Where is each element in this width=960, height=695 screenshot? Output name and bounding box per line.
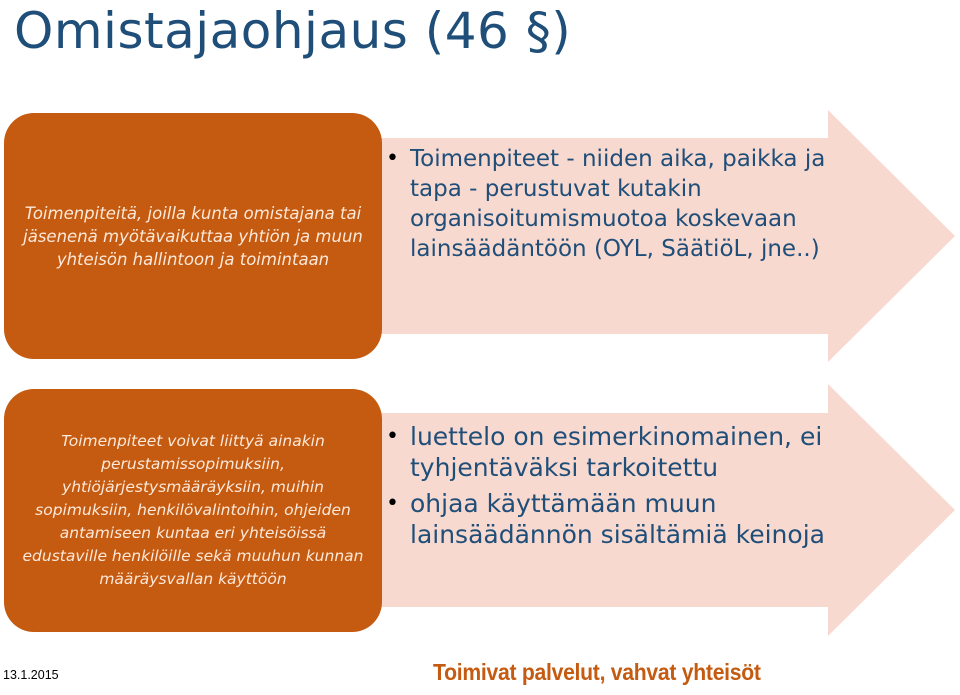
row-1-box-text: Toimenpiteitä, joilla kunta omistajana tai jäsenenä myötävaikuttaa yhtiön ja muun yhteisön hallintoon ja toimintaan	[23, 203, 363, 269]
row-1-bullet-text: Toimenpiteet - niiden aika, paikka ja tapa - perustuvat kutakin organisoitumismuotoa koskevaan lainsäädäntöön (OYL, SäätiöL, jne..)	[410, 146, 826, 262]
row-2-box	[4, 389, 382, 632]
footer-slogan: Toimivat palvelut, vahvat yhteisöt	[433, 659, 761, 685]
bullet-icon: •	[386, 491, 399, 516]
page-title: Omistajaohjaus (46 §)	[14, 2, 572, 60]
bullet-icon: •	[386, 146, 399, 171]
row-1-box	[4, 113, 382, 359]
row-2-bullet	[384, 488, 844, 550]
row-2-bullet	[384, 421, 844, 483]
row-2-bullets	[384, 421, 844, 550]
footer-date: 13.1.2015	[3, 668, 59, 682]
bullet-icon: •	[386, 424, 399, 449]
row-2-box-text: Toimenpiteet voivat liittyä ainakin perustamissopimuksiin, yhtiöjärjestysmääräyksiin, muihin sopimuksiin, henkilövalintoihin, ohjeiden antamiseen kuntaa eri yhteisöissä edustaville henkilöille sekä muuhun kunnan määräysvallan käyttöön	[22, 432, 364, 588]
row-2-bullet-text-1: luettelo on esimerkinomainen, ei tyhjentäväksi tarkoitettu	[410, 422, 823, 482]
row-1-bullets	[384, 144, 854, 264]
row-2-bullet-text-2: ohjaa käyttämään muun lainsäädännön sisältämiä keinoja	[410, 489, 825, 549]
row-1-bullet	[384, 144, 854, 264]
